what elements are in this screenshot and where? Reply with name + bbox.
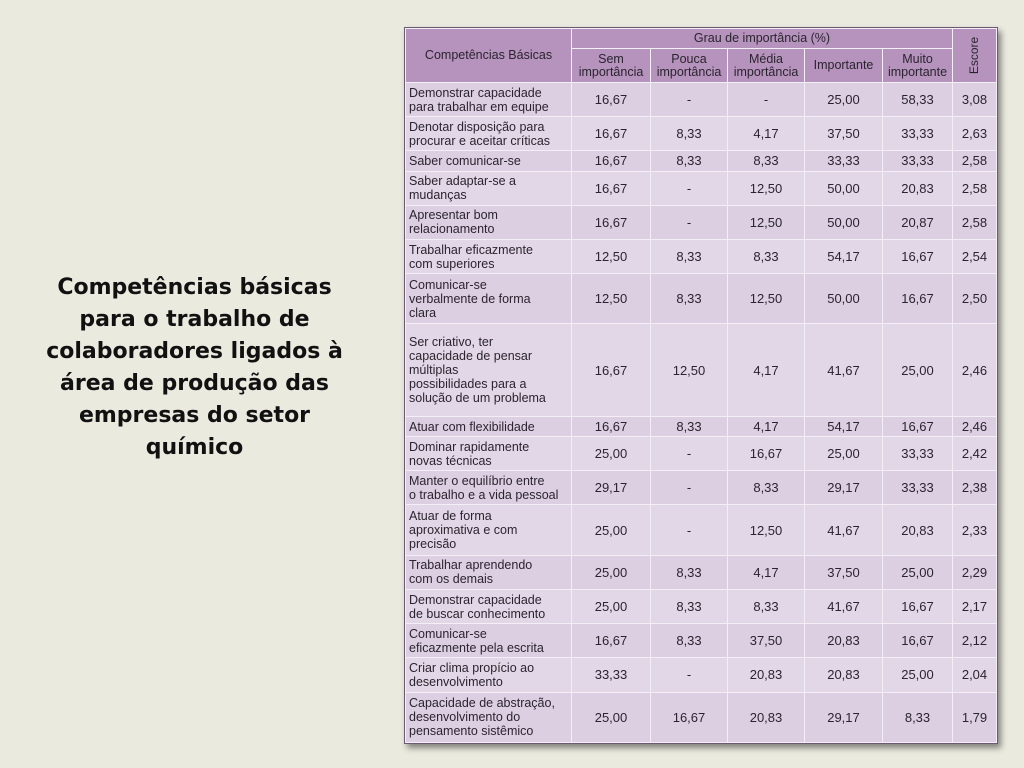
competencia-cell: Manter o equilíbrio entre o trabalho e a vida pessoal (406, 471, 572, 505)
value-cell: 33,33 (883, 117, 953, 151)
value-cell: 29,17 (572, 471, 651, 505)
value-cell: 4,17 (728, 324, 805, 417)
value-cell: 25,00 (572, 589, 651, 623)
value-cell: 8,33 (651, 274, 728, 324)
value-cell: 33,33 (883, 471, 953, 505)
value-cell: - (651, 658, 728, 692)
table-row (406, 471, 997, 505)
header-competencias: Competências Básicas (406, 29, 572, 83)
value-cell: 8,33 (651, 555, 728, 589)
escore-cell: 2,12 (953, 624, 997, 658)
table-row (406, 117, 997, 151)
escore-cell: 2,63 (953, 117, 997, 151)
value-cell: - (651, 471, 728, 505)
escore-cell: 3,08 (953, 83, 997, 117)
table-row (406, 239, 997, 273)
value-cell: 12,50 (728, 205, 805, 239)
escore-cell: 2,17 (953, 589, 997, 623)
header-pouca-importancia: Pouca importância (651, 49, 728, 83)
value-cell: 41,67 (805, 324, 883, 417)
value-cell: 16,67 (883, 589, 953, 623)
header-media-importancia: Média importância (728, 49, 805, 83)
value-cell: 4,17 (728, 117, 805, 151)
table-row (406, 624, 997, 658)
competencia-cell: Demonstrar capacidade de buscar conhecimento (406, 589, 572, 623)
header-sem-importancia: Sem importância (572, 49, 651, 83)
value-cell: 16,67 (651, 692, 728, 742)
value-cell: 8,33 (728, 471, 805, 505)
header-escore (953, 29, 997, 83)
value-cell: - (651, 437, 728, 471)
value-cell: 16,67 (572, 416, 651, 436)
value-cell: 25,00 (883, 555, 953, 589)
competencies-table (405, 28, 997, 743)
value-cell: 37,50 (728, 624, 805, 658)
value-cell: 25,00 (805, 83, 883, 117)
value-cell: 16,67 (883, 239, 953, 273)
table-row (406, 437, 997, 471)
value-cell: 12,50 (728, 171, 805, 205)
table-row (406, 274, 997, 324)
competencia-cell: Trabalhar eficazmente com superiores (406, 239, 572, 273)
value-cell: 41,67 (805, 589, 883, 623)
competencia-cell: Apresentar bom relacionamento (406, 205, 572, 239)
value-cell: 29,17 (805, 692, 883, 742)
value-cell: 16,67 (883, 624, 953, 658)
table-row (406, 505, 997, 555)
value-cell: 33,33 (883, 437, 953, 471)
value-cell: 29,17 (805, 471, 883, 505)
value-cell: 20,83 (728, 692, 805, 742)
value-cell: 20,87 (883, 205, 953, 239)
competencia-cell: Dominar rapidamente novas técnicas (406, 437, 572, 471)
value-cell: 50,00 (805, 274, 883, 324)
escore-cell: 2,58 (953, 205, 997, 239)
value-cell: 33,33 (883, 151, 953, 171)
slide-title: Competências básicas para o trabalho de colaboradores ligados à área de produção das empresas do setor químico (46, 275, 343, 460)
value-cell: 20,83 (805, 658, 883, 692)
value-cell: 16,67 (728, 437, 805, 471)
table-row (406, 589, 997, 623)
escore-cell: 2,54 (953, 239, 997, 273)
value-cell: 20,83 (805, 624, 883, 658)
value-cell: 58,33 (883, 83, 953, 117)
table-row (406, 83, 997, 117)
value-cell: 16,67 (572, 624, 651, 658)
value-cell: 12,50 (572, 239, 651, 273)
competencia-cell: Ser criativo, ter capacidade de pensar múltiplas possibilidades para a solução de um problema (406, 324, 572, 417)
value-cell: 25,00 (572, 692, 651, 742)
value-cell: - (651, 205, 728, 239)
value-cell: 16,67 (572, 205, 651, 239)
value-cell: 8,33 (728, 151, 805, 171)
value-cell: 16,67 (572, 324, 651, 417)
value-cell: 8,33 (728, 589, 805, 623)
competencia-cell: Trabalhar aprendendo com os demais (406, 555, 572, 589)
escore-cell: 2,46 (953, 416, 997, 436)
escore-cell: 2,42 (953, 437, 997, 471)
value-cell: 25,00 (572, 437, 651, 471)
value-cell: 25,00 (572, 505, 651, 555)
value-cell: 33,33 (572, 658, 651, 692)
competencia-cell: Criar clima propício ao desenvolvimento (406, 658, 572, 692)
value-cell: 33,33 (805, 151, 883, 171)
escore-cell: 2,33 (953, 505, 997, 555)
value-cell: 50,00 (805, 171, 883, 205)
table-row (406, 324, 997, 417)
header-grau-importancia: Grau de importância (%) (572, 29, 953, 49)
value-cell: 25,00 (572, 555, 651, 589)
value-cell: 20,83 (883, 505, 953, 555)
value-cell: 25,00 (883, 324, 953, 417)
competencia-cell: Demonstrar capacidade para trabalhar em equipe (406, 83, 572, 117)
value-cell: 8,33 (651, 416, 728, 436)
competencies-table-image (404, 27, 998, 744)
table-row (406, 151, 997, 171)
escore-cell: 1,79 (953, 692, 997, 742)
value-cell: 16,67 (883, 274, 953, 324)
value-cell: 25,00 (883, 658, 953, 692)
table-row (406, 555, 997, 589)
competencia-cell: Denotar disposição para procurar e aceitar críticas (406, 117, 572, 151)
competencia-cell: Atuar com flexibilidade (406, 416, 572, 436)
table-row (406, 205, 997, 239)
value-cell: 12,50 (728, 274, 805, 324)
value-cell: 50,00 (805, 205, 883, 239)
value-cell: 12,50 (572, 274, 651, 324)
escore-cell: 2,58 (953, 151, 997, 171)
value-cell: 16,67 (572, 83, 651, 117)
table-row (406, 171, 997, 205)
value-cell: 4,17 (728, 416, 805, 436)
value-cell: - (651, 83, 728, 117)
table-body (406, 83, 997, 743)
value-cell: 54,17 (805, 416, 883, 436)
value-cell: - (651, 505, 728, 555)
value-cell: 41,67 (805, 505, 883, 555)
value-cell: 8,33 (651, 624, 728, 658)
value-cell: 16,67 (572, 151, 651, 171)
value-cell: 25,00 (805, 437, 883, 471)
value-cell: 37,50 (805, 117, 883, 151)
value-cell: - (728, 83, 805, 117)
value-cell: 16,67 (883, 416, 953, 436)
header-escore-label: Escore (966, 36, 981, 75)
competencia-cell: Comunicar-se eficazmente pela escrita (406, 624, 572, 658)
value-cell: 8,33 (651, 239, 728, 273)
value-cell: 8,33 (728, 239, 805, 273)
escore-cell: 2,46 (953, 324, 997, 417)
competencia-cell: Capacidade de abstração, desenvolvimento do pensamento sistêmico (406, 692, 572, 742)
escore-cell: 2,29 (953, 555, 997, 589)
escore-cell: 2,04 (953, 658, 997, 692)
value-cell: 20,83 (728, 658, 805, 692)
value-cell: 37,50 (805, 555, 883, 589)
competencia-cell: Atuar de forma aproximativa e com precisão (406, 505, 572, 555)
value-cell: 8,33 (651, 589, 728, 623)
table-row (406, 658, 997, 692)
escore-cell: 2,38 (953, 471, 997, 505)
value-cell: 8,33 (883, 692, 953, 742)
competencia-cell: Saber adaptar-se a mudanças (406, 171, 572, 205)
value-cell: 54,17 (805, 239, 883, 273)
value-cell: 12,50 (651, 324, 728, 417)
escore-cell: 2,50 (953, 274, 997, 324)
header-importante: Importante (805, 49, 883, 83)
value-cell: 20,83 (883, 171, 953, 205)
value-cell: 4,17 (728, 555, 805, 589)
value-cell: 16,67 (572, 171, 651, 205)
competencia-cell: Saber comunicar-se (406, 151, 572, 171)
value-cell: 12,50 (728, 505, 805, 555)
escore-cell: 2,58 (953, 171, 997, 205)
header-muito-importante: Muito importante (883, 49, 953, 83)
value-cell: 16,67 (572, 117, 651, 151)
value-cell: 8,33 (651, 117, 728, 151)
table-row (406, 416, 997, 436)
value-cell: - (651, 171, 728, 205)
competencia-cell: Comunicar-se verbalmente de forma clara (406, 274, 572, 324)
value-cell: 8,33 (651, 151, 728, 171)
table-row (406, 692, 997, 742)
